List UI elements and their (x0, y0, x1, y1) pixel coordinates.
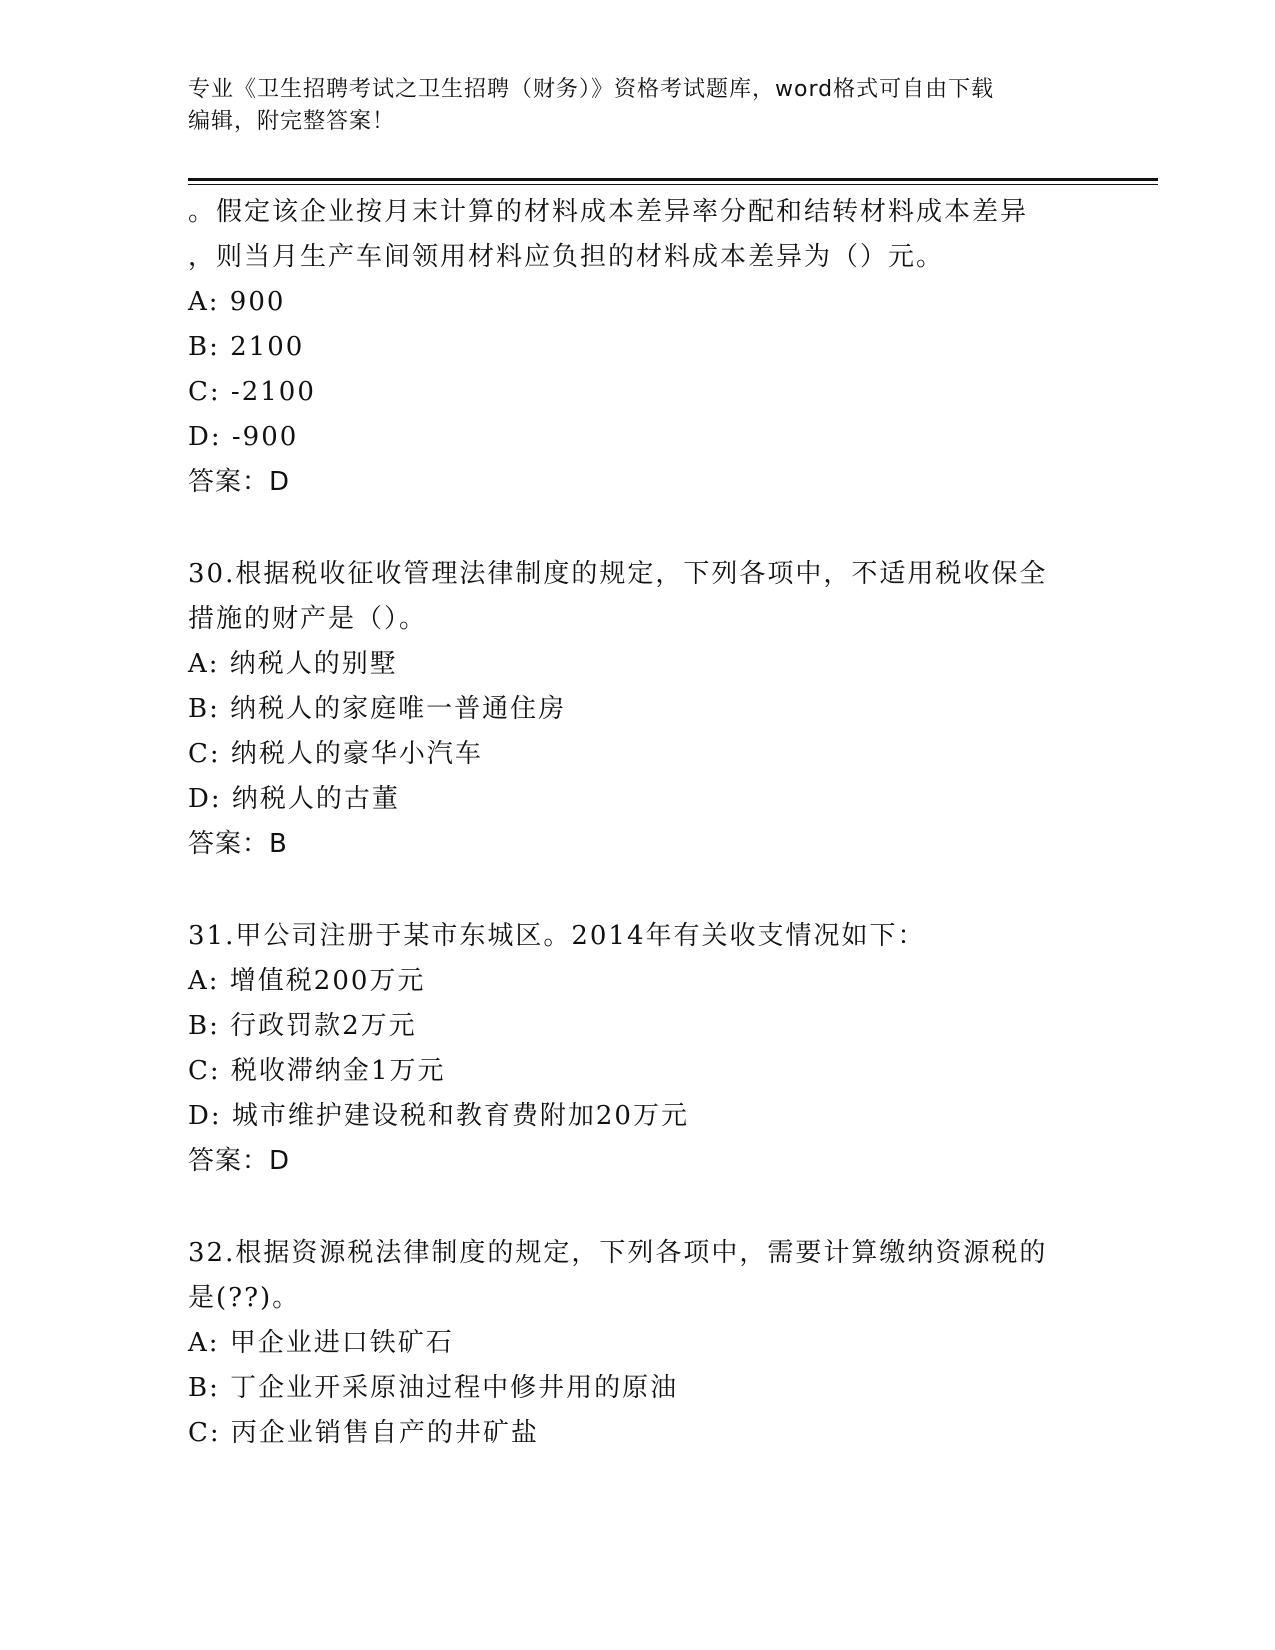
option-b: B: 行政罚款2万元 (188, 1011, 417, 1041)
option-c: C: 纳税人的豪华小汽车 (188, 739, 483, 769)
option-d: D: -900 (188, 422, 299, 452)
question-text-line: 措施的财产是（）。 (188, 604, 428, 634)
option-a: A: 增值税200万元 (188, 966, 426, 996)
question-block-30 (188, 552, 1108, 867)
question-block-31 (188, 914, 1108, 1184)
option-b: B: 2100 (188, 332, 305, 362)
question-block-32 (188, 1231, 1108, 1456)
answer-line: 答案：D (188, 467, 291, 497)
question-list (188, 190, 1108, 1456)
spacer (188, 867, 1108, 914)
option-a: A: 900 (188, 287, 286, 317)
answer-line: 答案：D (188, 1146, 291, 1176)
document-header (188, 74, 1108, 138)
question-block-continued (188, 190, 1108, 505)
question-text-line: 32.根据资源税法律制度的规定，下列各项中，需要计算缴纳资源税的 (188, 1238, 1048, 1268)
header-line-2: 编辑，附完整答案！ (188, 109, 396, 134)
option-a: A: 纳税人的别墅 (188, 649, 398, 679)
question-text-line: 是(??)。 (188, 1283, 301, 1313)
header-rule-thin (188, 184, 1158, 185)
question-text-line: ，则当月生产车间领用材料应负担的材料成本差异为（）元。 (188, 242, 945, 272)
option-b: B: 纳税人的家庭唯一普通住房 (188, 694, 567, 724)
header-line-1: 专业《卫生招聘考试之卫生招聘（财务）》资格考试题库，word格式可自由下载 (188, 77, 995, 102)
option-b: B: 丁企业开采原油过程中修井用的原油 (188, 1373, 679, 1403)
header-rule-thick (188, 178, 1158, 181)
question-text-line: 30.根据税收征收管理法律制度的规定，下列各项中，不适用税收保全 (188, 559, 1048, 589)
spacer (188, 505, 1108, 552)
option-c: C: -2100 (188, 377, 316, 407)
option-c: C: 税收滞纳金1万元 (188, 1056, 446, 1086)
option-a: A: 甲企业进口铁矿石 (188, 1328, 454, 1358)
question-text-line: 31.甲公司注册于某市东城区。2014年有关收支情况如下： (188, 921, 926, 951)
answer-line: 答案：B (188, 829, 288, 859)
spacer (188, 1184, 1108, 1231)
option-d: D: 城市维护建设税和教育费附加20万元 (188, 1101, 689, 1131)
question-text-line: 。假定该企业按月末计算的材料成本差异率分配和结转材料成本差异 (188, 197, 1029, 227)
option-d: D: 纳税人的古董 (188, 784, 400, 814)
option-c: C: 丙企业销售自产的井矿盐 (188, 1418, 539, 1448)
